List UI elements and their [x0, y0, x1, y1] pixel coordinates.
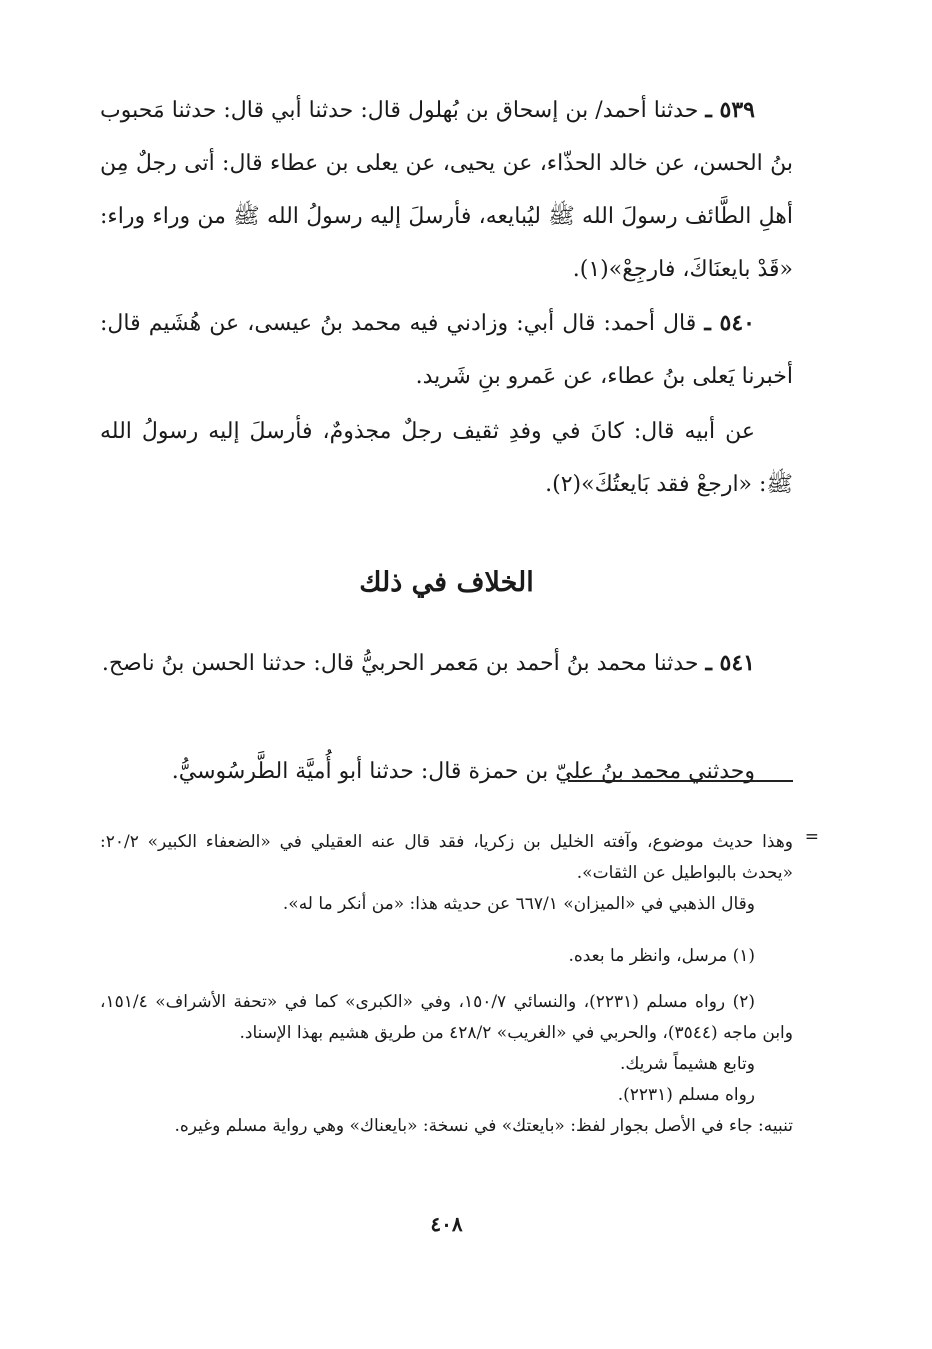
section-heading: الخلاف في ذلك: [359, 567, 534, 598]
page-number: ٤٠٨: [430, 1212, 463, 1236]
footnote-text: (٢) رواه مسلم (٢٢٣١)، والنسائي ١٥٠/٧، وفي «الكبرى» كما في «تحفة الأشراف» ١٥١/٤، وابن ماجه (٣٥٤٤)، والحربي في «الغريب» ٤٢٨/٢ من طريق هشيم بهذا الإسناد.: [100, 992, 793, 1043]
hadith-541: [100, 637, 793, 690]
hadith-540: [100, 297, 793, 403]
hadith-number: ٥٤١ ـ: [705, 650, 755, 676]
footnote-divider: [568, 780, 793, 782]
paragraph: عن أبيه قال: كانَ في وفدِ ثقيف رجلٌ مجذومٌ، فأرسلَ إليه رسولُ الله ﷺ: «ارجعْ فقد بَايعتُكَ»(٢).: [100, 419, 793, 497]
footnote-text: وقال الذهبي في «الميزان» ٦٦٧/١ عن حديثه هذا: «من أنكر ما له».: [282, 894, 755, 914]
hadith-number: ٥٣٩ ـ: [705, 97, 755, 123]
footnote-text: (١) مرسل، وانظر ما بعده.: [568, 946, 755, 966]
hadith-539: [100, 84, 793, 296]
book-page: [100, 0, 819, 1349]
hadith-541-continuation: [100, 745, 793, 798]
hadith-540-continuation: [100, 405, 793, 511]
footnote-note: تنبيه: جاء في الأصل بجوار لفظ: «بايعتك» في نسخة: «بايعناك» وهي رواية مسلم وغيره.: [174, 1116, 793, 1136]
footnote-continuation: [100, 827, 819, 920]
footnote-1: [100, 941, 793, 972]
paragraph: وحدثني محمد بنُ عليّ بن حمزة قال: حدثنا أبو أُميَّة الطَّرسُوسيُّ.: [171, 759, 755, 784]
continuation-mark: =: [804, 827, 819, 847]
footnote-text: وتابع هشيماً شريك.: [619, 1054, 755, 1074]
hadith-number: ٥٤٠ ـ: [704, 310, 755, 336]
hadith-text: حدثنا أحمد/ بن إسحاق بن بُهلول قال: حدثنا أبي قال: حدثنا مَحبوب بنُ الحسن، عن خالد الحذّاء، عن يحيى، عن يعلى بن عطاء قال: أتى رجلٌ مِن أهلِ الطَّائف رسولَ الله ﷺ ليُبايعه، فأرسلَ إليه رسولُ الله ﷺ من وراء وراء: «قَدْ بايعنَاكَ، فارجِعْ»(١).: [100, 98, 793, 282]
footnote-text: وهذا حديث موضوع، وآفته الخليل بن زكريا، فقد قال عنه العقيلي في «الضعفاء الكبير» ٢٠/٢: «يحدث بالبواطيل عن الثقات».: [100, 832, 793, 883]
hadith-text: حدثنا محمد بنُ أحمد بن مَعمر الحربيُّ قال: حدثنا الحسن بنُ ناصح.: [101, 651, 699, 676]
footnote-text: رواه مسلم (٢٢٣١).: [617, 1085, 755, 1105]
hadith-text: قال أحمد: قال أبي: وزادني فيه محمد بنُ عيسى، عن هُشَيم قال: أخبرنا يَعلى بنُ عطاء، عن عَمرو بنِ شَريد.: [100, 311, 793, 389]
footnote-2: [100, 987, 793, 1142]
